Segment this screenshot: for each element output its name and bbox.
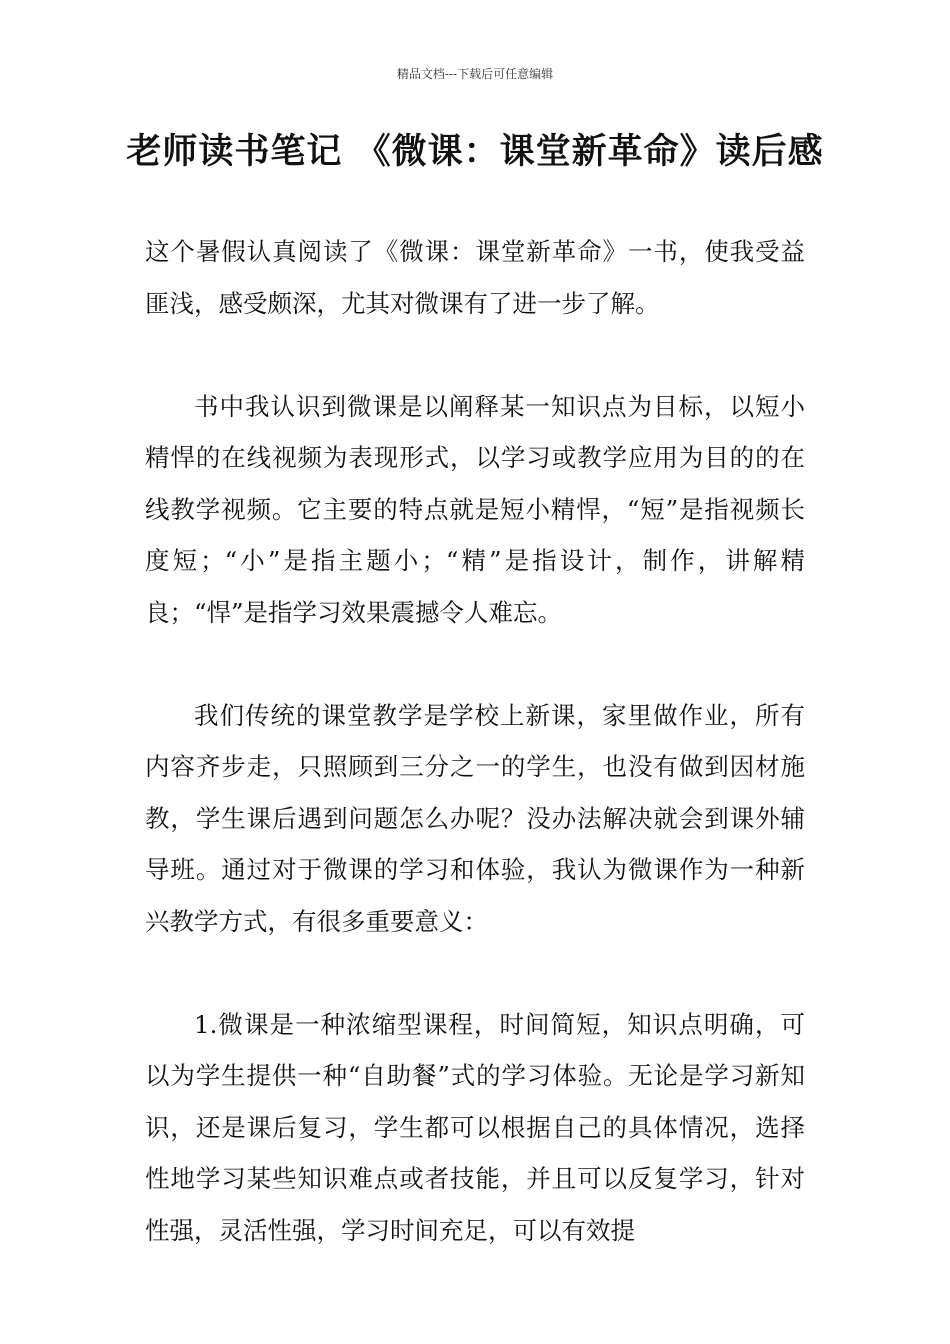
document-title: 老师读书笔记 《微课：课堂新革命》读后感 [126, 132, 824, 172]
paragraph-point-1: 1.微课是一种浓缩型课程，时间简短，知识点明确，可以为学生提供一种“自助餐”式的学习体验。无论是学习新知识，还是课后复习，学生都可以根据自己的具体情况，选择性地学习某些知识难点或者技能，并且可以反复学习，针对性强，灵活性强，学习时间充足，可以有效提 [145, 1009, 805, 1245]
paragraph-definition: 书中我认识到微课是以阐释某一知识点为目标，以短小精悍的在线视频为表现形式，以学习或教学应用为目的的在线教学视频。它主要的特点就是短小精悍，“短”是指视频长度短；“小”是指主题小；“精”是指设计，制作，讲解精良；“悍”是指学习效果震撼令人难忘。 [145, 391, 805, 627]
paragraph-intro: 这个暑假认真阅读了《微课：课堂新革命》一书，使我受益匪浅，感受颇深，尤其对微课有了进一步了解。 [145, 237, 805, 318]
paragraph-spacer [145, 329, 805, 381]
paragraph-traditional-teaching: 我们传统的课堂教学是学校上新课，家里做作业，所有内容齐步走，只照顾到三分之一的学生，也没有做到因材施教，学生课后遇到问题怎么办呢？没办法解决就会到课外辅导班。通过对于微课的学习和体验，我认为微课作为一种新兴教学方式，有很多重要意义： [145, 700, 805, 936]
document-body [145, 226, 805, 1256]
paragraph-spacer [145, 947, 805, 999]
page-header: 精品文档---下载后可任意编辑 [396, 67, 554, 81]
paragraph-spacer [145, 638, 805, 690]
